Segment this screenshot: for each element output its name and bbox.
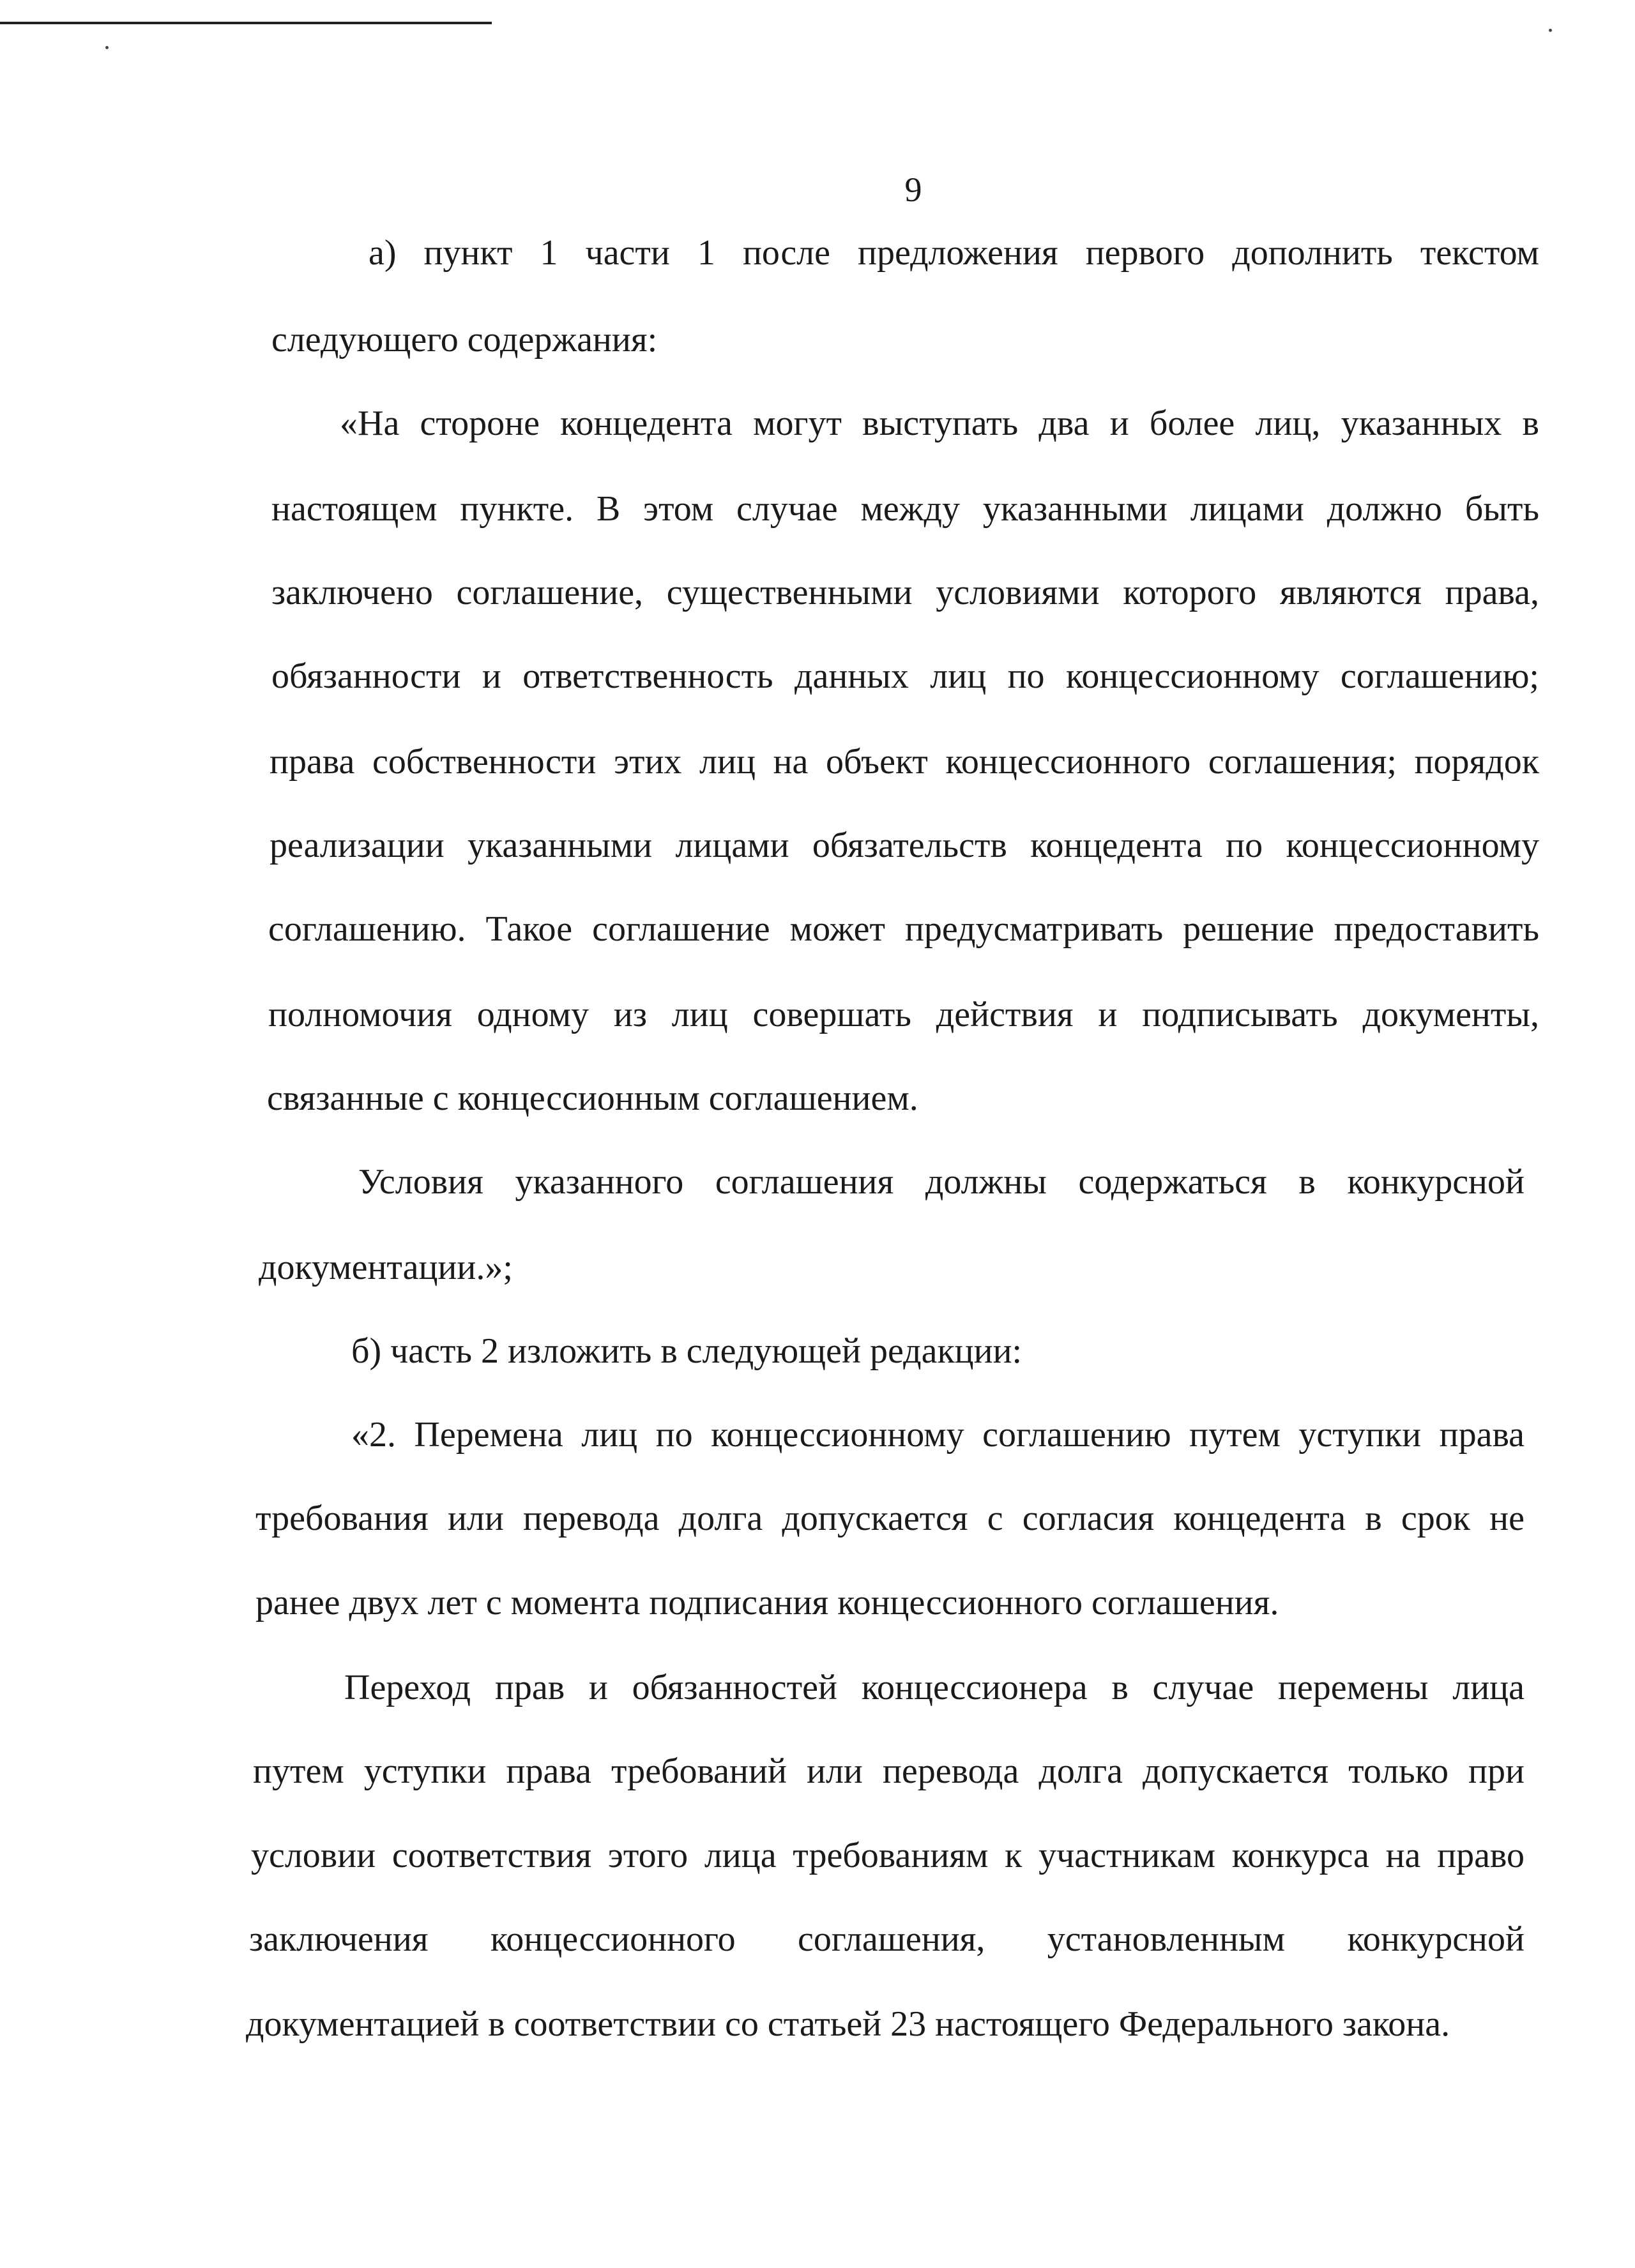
text-line: путем уступки права требований или перевода долга допускается только при [253, 1751, 1525, 1791]
text-line: заключения концессионного соглашения, установленным конкурсной [249, 1919, 1525, 1959]
text-line: заключено соглашение, существенными условиями которого являются права, [271, 573, 1539, 612]
text-line: б) часть 2 изложить в следующей редакции: [351, 1331, 1023, 1371]
text-line: следующего содержания: [271, 320, 658, 359]
scan-speck [1549, 29, 1552, 32]
text-line: Условия указанного соглашения должны содержаться в конкурсной [358, 1162, 1525, 1202]
scan-speck [105, 46, 109, 49]
text-line: а) пункт 1 части 1 после предложения первого дополнить текстом [369, 233, 1539, 273]
text-line: «2. Перемена лиц по концессионному соглашению путем уступки права [351, 1415, 1525, 1455]
text-line: связанные с концессионным соглашением. [267, 1078, 918, 1118]
text-line: соглашению. Такое соглашение может предусматривать решение предоставить [268, 909, 1539, 949]
text-line: «На стороне концедента могут выступать два и более лиц, указанных в [340, 404, 1539, 443]
text-line: реализации указанными лицами обязательств концедента по концессионному [270, 826, 1539, 865]
text-line: настоящем пункте. В этом случае между указанными лицами должно быть [271, 489, 1539, 529]
text-line: полномочия одному из лиц совершать действия и подписывать документы, [268, 995, 1539, 1034]
text-line: документацией в соответствии со статьей 23 настоящего Федерального закона. [246, 2004, 1450, 2044]
scan-artifact-line [0, 22, 492, 24]
text-line: Переход прав и обязанностей концессионера в случае перемены лица [344, 1668, 1525, 1707]
text-line: права собственности этих лиц на объект концессионного соглашения; порядок [270, 742, 1539, 782]
page-number: 9 [904, 170, 922, 209]
text-line: условии соответствия этого лица требованиям к участникам конкурса на право [251, 1836, 1525, 1875]
text-line: ранее двух лет с момента подписания концессионного соглашения. [255, 1583, 1279, 1622]
text-line: обязанности и ответственность данных лиц по концессионному соглашению; [271, 656, 1539, 696]
text-line: документации.»; [259, 1248, 513, 1287]
text-line: требования или перевода долга допускается с согласия концедента в срок не [255, 1499, 1525, 1538]
